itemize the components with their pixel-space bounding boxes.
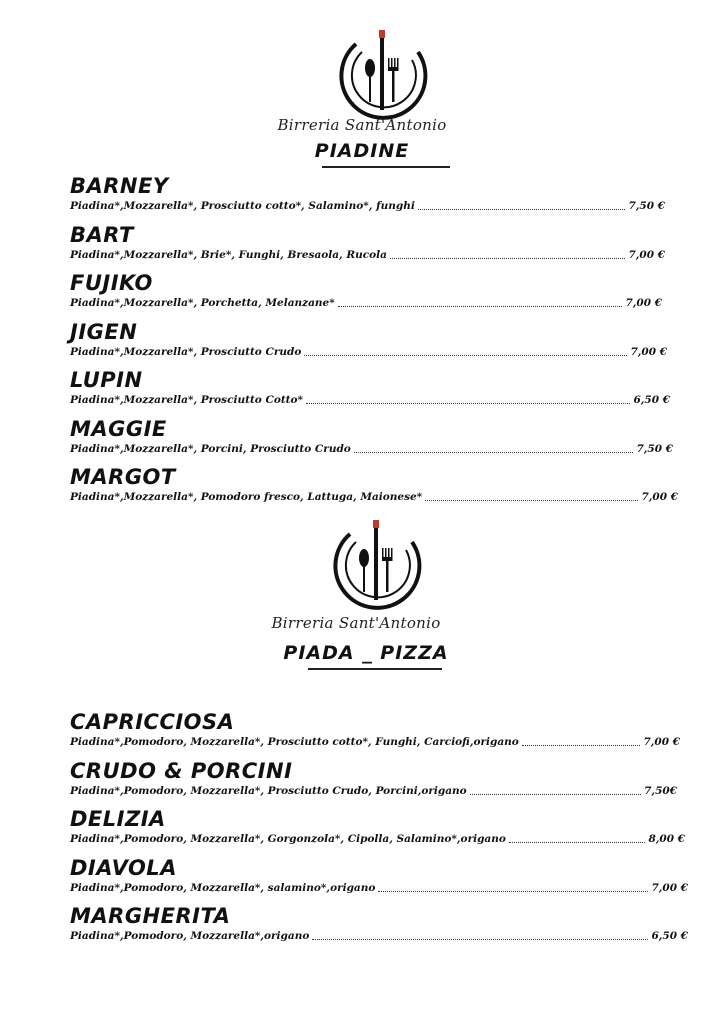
item-description: Piadina*,Mozzarella*, Porchetta, Melanzane* <box>70 297 335 309</box>
menu-item <box>70 174 690 223</box>
item-row <box>70 199 665 213</box>
leader-dots <box>306 402 630 404</box>
item-price: 7,00 € <box>625 297 662 309</box>
title-underline <box>308 668 442 670</box>
item-description: Piadina*,Mozzarella*, Prosciutto Cotto* <box>70 394 304 406</box>
item-row <box>70 393 670 407</box>
item-description: Piadina*,Pomodoro, Mozzarella*, Prosciutto Crudo, Porcini,origano <box>70 784 467 797</box>
leader-dots <box>312 938 648 940</box>
item-row <box>70 248 665 262</box>
item-name: DIAVOLA <box>70 855 177 880</box>
brand-name: Birreria Sant'Antonio <box>271 614 441 632</box>
leader-dots <box>425 499 638 501</box>
item-name: CRUDO & PORCINI <box>70 758 293 783</box>
menu-item <box>70 807 690 856</box>
item-description: Piadina*,Mozzarella*, Pomodoro fresco, Lattuga, Maionese* <box>70 491 423 503</box>
restaurant-logo <box>0 516 724 656</box>
item-description: Piadina*,Mozzarella*, Brie*, Funghi, Bresaola, Rucola <box>70 248 387 261</box>
item-price: 7,00 € <box>643 736 680 748</box>
item-name: BARNEY <box>70 174 169 198</box>
item-row <box>70 784 677 798</box>
menu-section-piada-pizza <box>70 710 690 953</box>
menu-item <box>70 320 690 369</box>
item-row <box>70 442 673 456</box>
item-name: DELIZIA <box>70 807 166 831</box>
item-price: 7,00 € <box>630 345 667 358</box>
item-name: MARGHERITA <box>70 904 231 928</box>
item-price: 7,00 € <box>651 881 688 894</box>
item-row <box>70 490 678 504</box>
item-name: MAGGIE <box>70 416 167 441</box>
leader-dots <box>522 744 641 746</box>
leader-dots <box>470 793 641 795</box>
leader-dots <box>338 305 623 307</box>
menu-item <box>70 904 690 953</box>
item-description: Piadina*,Pomodoro, Mozzarella*, Gorgonzola*, Cipolla, Salamino*,origano <box>70 833 506 845</box>
leader-dots <box>304 354 627 356</box>
menu-section-piadine <box>70 174 690 514</box>
leader-dots <box>390 257 626 259</box>
item-price: 7,00 € <box>641 491 678 503</box>
menu-item <box>70 759 690 808</box>
menu-item <box>70 710 690 759</box>
item-row <box>70 881 688 895</box>
item-row <box>70 832 685 846</box>
item-price: 7,50 € <box>636 442 673 455</box>
menu-item <box>70 465 690 514</box>
section-title-piada-pizza: PIADA _ PIZZA <box>283 642 449 664</box>
item-description: Piadina*,Mozzarella*, Porcini, Prosciutto Crudo <box>70 442 351 455</box>
leader-dots <box>418 208 626 210</box>
item-name: FUJIKO <box>70 271 153 295</box>
item-price: 8,00 € <box>648 833 685 845</box>
item-name: LUPIN <box>70 368 143 392</box>
section-title-piadine: PIADINE <box>314 140 410 162</box>
item-row <box>70 345 667 359</box>
leader-dots <box>378 890 648 892</box>
item-row <box>70 296 662 310</box>
menu-item <box>70 417 690 466</box>
item-description: Piadina*,Pomodoro, Mozzarella*, Prosciutto cotto*, Funghi, Carciofi,origano <box>70 736 519 748</box>
item-price: 7,00 € <box>628 248 665 261</box>
plate-fork-spoon-icon <box>0 516 724 616</box>
item-price: 6,50 € <box>633 394 670 406</box>
item-description: Piadina*,Pomodoro, Mozzarella*,origano <box>70 930 310 942</box>
item-name: JIGEN <box>70 319 138 344</box>
leader-dots <box>509 841 646 843</box>
item-price: 6,50 € <box>651 930 688 942</box>
item-price: 7,50 € <box>628 200 665 212</box>
item-description: Piadina*,Pomodoro, Mozzarella*, salamino*,origano <box>70 881 376 894</box>
menu-item <box>70 368 690 417</box>
menu-item <box>70 223 690 272</box>
menu-item <box>70 271 690 320</box>
leader-dots <box>354 451 634 453</box>
item-row <box>70 929 688 943</box>
item-row <box>70 735 680 749</box>
item-price: 7,50€ <box>644 784 677 797</box>
plate-fork-spoon-icon <box>0 28 724 128</box>
brand-name: Birreria Sant'Antonio <box>277 116 447 134</box>
item-name: CAPRICCIOSA <box>70 710 235 734</box>
item-description: Piadina*,Mozzarella*, Prosciutto Crudo <box>70 345 302 358</box>
title-underline <box>322 166 450 168</box>
item-description: Piadina*,Mozzarella*, Prosciutto cotto*, Salamino*, funghi <box>70 200 415 212</box>
item-name: MARGOT <box>70 465 176 489</box>
menu-item <box>70 856 690 905</box>
item-name: BART <box>70 222 134 247</box>
